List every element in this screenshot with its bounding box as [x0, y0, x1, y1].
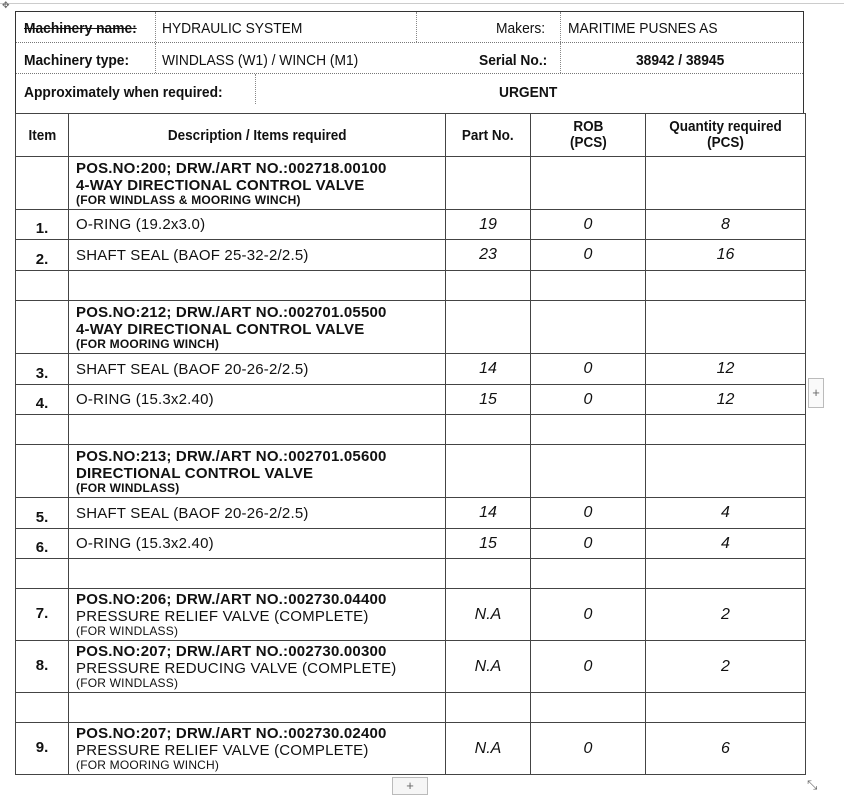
item-number: 6. [16, 529, 69, 559]
quantity-value[interactable]: 4 [646, 529, 806, 559]
spacer-row [16, 693, 806, 723]
part-no-column-header: Part No. [446, 114, 531, 157]
quantity-value[interactable]: 8 [646, 210, 806, 240]
add-column-button[interactable]: + [808, 378, 824, 408]
table-row [16, 589, 806, 641]
rob-value[interactable]: 0 [531, 354, 646, 385]
rob-column-header: ROB (PCS) [531, 114, 646, 157]
approx-required-value[interactable]: URGENT [499, 84, 558, 101]
table-row [16, 210, 806, 240]
table-row [16, 498, 806, 529]
rob-value[interactable]: 0 [531, 589, 646, 641]
item-description[interactable]: POS.NO:206; DRW./ART NO.:002730.04400 PRESSURE RELIEF VALVE (COMPLETE) (FOR WINDLASS) [69, 589, 446, 641]
divider [560, 43, 561, 73]
item-description[interactable]: O-RING (15.3x2.40) [69, 529, 446, 559]
part-number[interactable]: 19 [446, 210, 531, 240]
part-number[interactable]: 14 [446, 354, 531, 385]
table-row [16, 641, 806, 693]
spacer-row [16, 415, 806, 445]
part-number[interactable]: N.A [446, 589, 531, 641]
divider [560, 12, 561, 42]
rob-value[interactable]: 0 [531, 210, 646, 240]
serial-label: Serial No.: [479, 52, 548, 69]
item-number: 3. [16, 354, 69, 385]
table-row [16, 529, 806, 559]
header-row-type [16, 43, 803, 74]
divider [416, 12, 417, 42]
quantity-value[interactable]: 12 [646, 354, 806, 385]
part-number[interactable]: 15 [446, 385, 531, 415]
table-move-handle-icon[interactable]: ✥ [2, 0, 10, 10]
quantity-value[interactable]: 6 [646, 723, 806, 775]
group-header-row [16, 157, 806, 210]
divider [155, 43, 156, 73]
item-number: 9. [16, 723, 69, 775]
item-description[interactable]: O-RING (15.3x2.40) [69, 385, 446, 415]
serial-value[interactable]: 38942 / 38945 [636, 52, 725, 69]
machinery-type-value[interactable]: WINDLASS (W1) / WINCH (M1) [162, 52, 359, 69]
rob-value[interactable]: 0 [531, 723, 646, 775]
machinery-header-table [15, 11, 804, 113]
table-row [16, 240, 806, 271]
table-row [16, 385, 806, 415]
group-description[interactable]: POS.NO:200; DRW./ART NO.:002718.00100 4-WAY DIRECTIONAL CONTROL VALVE (FOR WINDLASS & MOORING WINCH) [69, 157, 446, 210]
item-column-header: Item [16, 114, 69, 157]
table-resize-handle-icon[interactable]: ⤡ [807, 777, 818, 792]
page-top-edge [0, 3, 844, 4]
group-description[interactable]: POS.NO:213; DRW./ART NO.:002701.05600 DIRECTIONAL CONTROL VALVE (FOR WINDLASS) [69, 445, 446, 498]
part-number[interactable]: 23 [446, 240, 531, 271]
item-description[interactable]: SHAFT SEAL (BAOF 25-32-2/2.5) [69, 240, 446, 271]
column-header-row [16, 114, 806, 157]
divider [255, 74, 256, 104]
machinery-type-label: Machinery type: [24, 52, 130, 69]
description-column-header: Description / Items required [69, 114, 446, 157]
header-row-name [16, 12, 803, 43]
item-number: 5. [16, 498, 69, 529]
part-number[interactable]: 14 [446, 498, 531, 529]
group-description[interactable]: POS.NO:212; DRW./ART NO.:002701.05500 4-WAY DIRECTIONAL CONTROL VALVE (FOR MOORING WINCH) [69, 301, 446, 354]
machinery-name-value[interactable]: HYDRAULIC SYSTEM [162, 20, 303, 37]
item-number: 4. [16, 385, 69, 415]
quantity-value[interactable]: 2 [646, 641, 806, 693]
rob-value[interactable]: 0 [531, 498, 646, 529]
rob-value[interactable]: 0 [531, 240, 646, 271]
table-row [16, 354, 806, 385]
divider [155, 12, 156, 42]
part-number[interactable]: N.A [446, 641, 531, 693]
item-description[interactable]: SHAFT SEAL (BAOF 20-26-2/2.5) [69, 498, 446, 529]
makers-label: Makers: [496, 20, 546, 37]
quantity-value[interactable]: 4 [646, 498, 806, 529]
part-number[interactable]: N.A [446, 723, 531, 775]
part-number[interactable]: 15 [446, 529, 531, 559]
item-description[interactable]: SHAFT SEAL (BAOF 20-26-2/2.5) [69, 354, 446, 385]
rob-value[interactable]: 0 [531, 641, 646, 693]
item-number: 2. [16, 240, 69, 271]
quantity-value[interactable]: 16 [646, 240, 806, 271]
machinery-name-label: Machinery name: [24, 20, 137, 37]
add-row-button[interactable]: + [392, 777, 428, 795]
quantity-column-header: Quantity required (PCS) [646, 114, 806, 157]
spacer-row [16, 271, 806, 301]
parts-requisition-table [15, 113, 806, 775]
item-number: 1. [16, 210, 69, 240]
item-number: 7. [16, 589, 69, 641]
spacer-row [16, 559, 806, 589]
group-header-row [16, 301, 806, 354]
quantity-value[interactable]: 12 [646, 385, 806, 415]
rob-value[interactable]: 0 [531, 529, 646, 559]
group-header-row [16, 445, 806, 498]
item-description[interactable]: POS.NO:207; DRW./ART NO.:002730.00300 PRESSURE REDUCING VALVE (COMPLETE) (FOR WINDLASS) [69, 641, 446, 693]
item-number: 8. [16, 641, 69, 693]
rob-value[interactable]: 0 [531, 385, 646, 415]
item-description[interactable]: POS.NO:207; DRW./ART NO.:002730.02400 PRESSURE RELIEF VALVE (COMPLETE) (FOR MOORING WINCH) [69, 723, 446, 775]
quantity-value[interactable]: 2 [646, 589, 806, 641]
item-description[interactable]: O-RING (19.2x3.0) [69, 210, 446, 240]
makers-value[interactable]: MARITIME PUSNES AS [568, 20, 718, 37]
table-row [16, 723, 806, 775]
header-row-required [16, 74, 803, 104]
approx-required-label: Approximately when required: [24, 84, 223, 101]
